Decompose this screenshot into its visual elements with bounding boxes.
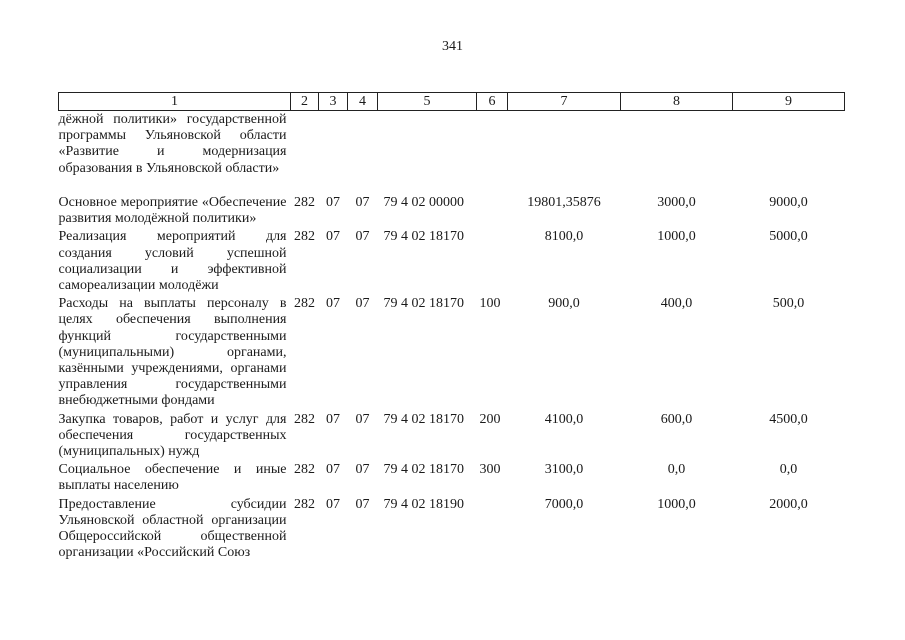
cell-subsection xyxy=(348,111,378,194)
row-name: дёжной политики» государственной программы Ульяновской области «Развитие и модернизация образования в Ульяновской области» xyxy=(58,112,287,176)
cell-subsection: 07 xyxy=(355,229,370,245)
table-row xyxy=(59,227,845,294)
cell-target-article xyxy=(378,111,477,194)
header-col-9: 9 xyxy=(733,93,845,111)
row-name: Закупка товаров, работ и услуг для обеспечения государственных (муниципальных) нужд xyxy=(58,411,287,460)
table-row xyxy=(59,294,845,409)
cell-expense-type xyxy=(477,495,508,562)
header-col-5: 5 xyxy=(378,93,477,111)
cell-ministry: 282 xyxy=(294,462,315,478)
cell-target-article: 79 4 02 18170 xyxy=(383,411,464,427)
header-col-1: 1 xyxy=(59,93,291,111)
header-col-4: 4 xyxy=(348,93,378,111)
header-col-2: 2 xyxy=(291,93,319,111)
header-col-8: 8 xyxy=(621,93,733,111)
cell-target-article: 79 4 02 18170 xyxy=(383,296,464,312)
cell-amount-col7: 19801,35876 xyxy=(527,195,601,210)
cell-ministry: 282 xyxy=(294,496,315,512)
row-name: Социальное обеспечение и иные выплаты населению xyxy=(58,462,287,494)
cell-expense-type: 200 xyxy=(479,411,501,427)
cell-amount-col9: 500,0 xyxy=(772,296,805,312)
cell-ministry: 282 xyxy=(294,411,315,427)
cell-section: 07 xyxy=(326,462,340,478)
cell-amount-col7: 900,0 xyxy=(548,296,580,312)
cell-section: 07 xyxy=(326,229,340,245)
cell-section: 07 xyxy=(326,411,340,427)
table-header xyxy=(59,93,845,111)
table-row xyxy=(59,460,845,494)
header-col-7: 7 xyxy=(508,93,621,111)
table-row xyxy=(59,193,845,227)
row-name: Основное мероприятие «Обеспечение развития молодёжной политики» xyxy=(58,195,287,227)
cell-amount-col9: 9000,0 xyxy=(769,195,808,210)
table-body xyxy=(59,111,845,562)
cell-subsection: 07 xyxy=(355,411,370,427)
cell-amount-col7: 7000,0 xyxy=(544,496,584,512)
cell-target-article: 79 4 02 18170 xyxy=(383,229,464,245)
cell-amount-col8: 600,0 xyxy=(660,411,693,427)
cell-subsection: 07 xyxy=(355,195,370,210)
cell-section xyxy=(319,111,348,194)
header-row xyxy=(59,93,845,111)
table-row xyxy=(59,410,845,461)
cell-amount-col8 xyxy=(621,111,733,194)
cell-section: 07 xyxy=(326,496,340,512)
cell-section: 07 xyxy=(326,195,340,210)
cell-expense-type xyxy=(477,111,508,194)
page-number: 341 xyxy=(442,39,463,54)
cell-amount-col8: 400,0 xyxy=(660,296,693,312)
cell-subsection: 07 xyxy=(355,496,370,512)
cell-amount-col9: 5000,0 xyxy=(769,229,808,245)
cell-amount-col8: 3000,0 xyxy=(657,195,696,210)
cell-amount-col7 xyxy=(508,111,621,194)
table-row xyxy=(59,111,845,194)
cell-target-article: 79 4 02 18170 xyxy=(383,462,464,478)
cell-amount-col9 xyxy=(733,111,845,194)
row-name: Предоставление субсидии Ульяновской областной организации Общероссийской общественной организации «Российский Союз xyxy=(58,496,287,561)
table-row xyxy=(59,495,845,562)
cell-amount-col8: 1000,0 xyxy=(657,496,696,512)
row-name: Реализация мероприятий для создания условий успешной социализации и эффективной самореализации молодёжи xyxy=(58,229,287,294)
cell-subsection: 07 xyxy=(355,462,370,478)
cell-subsection: 07 xyxy=(355,296,370,312)
cell-ministry xyxy=(291,111,319,194)
cell-ministry: 282 xyxy=(294,229,315,245)
cell-ministry: 282 xyxy=(294,296,315,312)
budget-table xyxy=(58,92,845,561)
cell-section: 07 xyxy=(326,296,340,312)
cell-amount-col7: 3100,0 xyxy=(544,462,584,478)
cell-expense-type: 300 xyxy=(479,462,501,478)
cell-target-article: 79 4 02 00000 xyxy=(383,195,464,210)
cell-amount-col9: 4500,0 xyxy=(769,411,808,427)
cell-amount-col9: 0,0 xyxy=(779,462,798,478)
header-col-6: 6 xyxy=(477,93,508,111)
cell-expense-type xyxy=(477,227,508,294)
cell-ministry: 282 xyxy=(294,195,315,210)
cell-amount-col8: 0,0 xyxy=(667,462,686,478)
header-col-3: 3 xyxy=(319,93,348,111)
cell-amount-col7: 4100,0 xyxy=(544,411,584,427)
cell-amount-col7: 8100,0 xyxy=(544,229,584,245)
cell-expense-type: 100 xyxy=(479,296,501,312)
row-name: Расходы на выплаты персоналу в целях обеспечения выполнения функций государственными (муниципальными) органами, казёнными учреждениями, органами управления государственными внебюджетными фондами xyxy=(58,296,287,409)
cell-amount-col8: 1000,0 xyxy=(657,229,696,245)
cell-target-article: 79 4 02 18190 xyxy=(383,496,464,512)
cell-amount-col9: 2000,0 xyxy=(769,496,808,512)
cell-expense-type xyxy=(477,193,508,227)
